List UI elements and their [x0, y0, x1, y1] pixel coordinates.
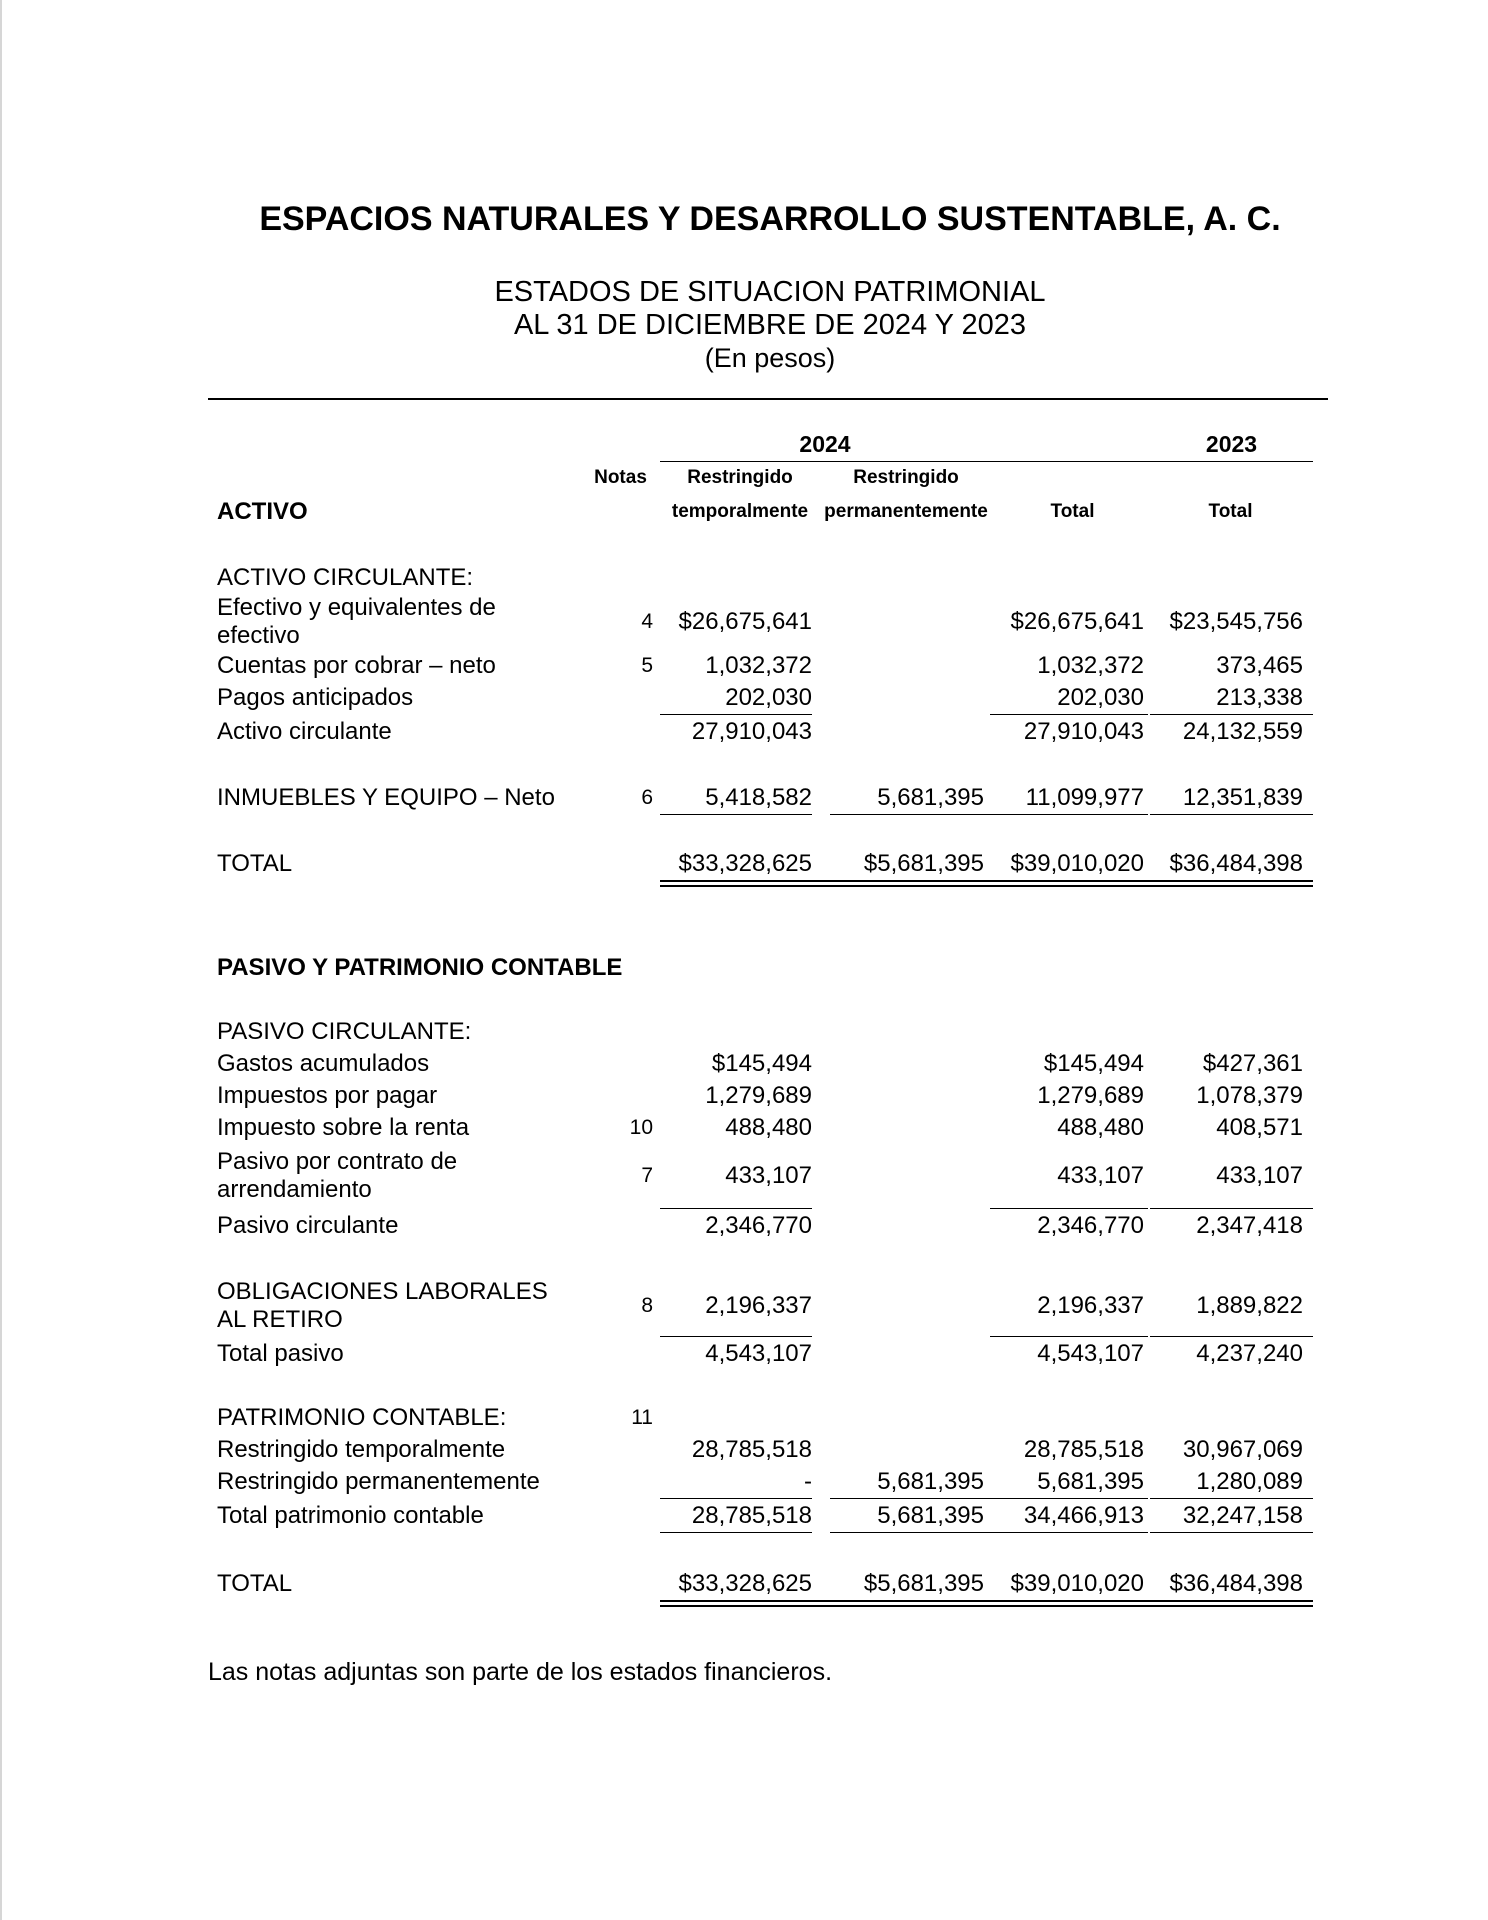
footnote: Las notas adjuntas son parte de los estados financieros.	[208, 1658, 833, 1686]
double-underline	[660, 1605, 1313, 1607]
total-activo-label: TOTAL	[217, 850, 293, 877]
year-header-rule	[660, 461, 1313, 462]
obligaciones-nota: 8	[641, 1294, 653, 1317]
activo-circulante-total-2023: 24,132,559	[1182, 718, 1303, 745]
restr-perm-total-2023: 1,280,089	[1196, 1468, 1303, 1495]
total-patrimonio-label: Total patrimonio contable	[217, 1502, 484, 1529]
activo-circulante-total: 27,910,043	[1023, 718, 1144, 745]
total-pasivo-patrimonio-label: TOTAL	[217, 1570, 293, 1597]
restr-temp-total-2023: 30,967,069	[1182, 1436, 1303, 1463]
efectivo-nota: 4	[641, 610, 653, 633]
double-underline	[660, 880, 1313, 882]
total-activo-total: $39,010,020	[1010, 850, 1144, 877]
pasivo-circulante-total-2023: 2,347,418	[1196, 1212, 1303, 1239]
inmuebles-perm: 5,681,395	[877, 784, 984, 811]
subtotal-rule	[830, 1498, 990, 1499]
total-pasivo-total: 4,543,107	[1037, 1340, 1144, 1367]
obligaciones-total-2023: 1,889,822	[1196, 1292, 1303, 1319]
subtotal-rule	[1150, 1336, 1313, 1337]
inmuebles-temp: 5,418,582	[705, 784, 812, 811]
obligaciones-label-2: AL RETIRO	[217, 1306, 343, 1333]
restr-perm-temp: -	[804, 1468, 812, 1495]
total-patrimonio-total-2023: 32,247,158	[1182, 1502, 1303, 1529]
activo-heading: ACTIVO	[217, 498, 308, 525]
subtotal-rule	[660, 714, 812, 715]
inmuebles-label: INMUEBLES Y EQUIPO – Neto	[217, 784, 555, 811]
subtotal-rule	[660, 1532, 812, 1533]
col-restr-perm-line2: permanentemente	[824, 501, 988, 522]
efectivo-temp: $26,675,641	[678, 608, 812, 635]
statement-units: (En pesos)	[704, 343, 836, 373]
total-pasivo-temp: 4,543,107	[705, 1340, 812, 1367]
subtotal-rule	[990, 714, 1148, 715]
total-pasivo-patrimonio-total: $39,010,020	[1010, 1570, 1144, 1597]
subtotal-rule	[1150, 814, 1313, 815]
restr-perm-total: 5,681,395	[1037, 1468, 1144, 1495]
arrendamiento-total: 433,107	[1057, 1162, 1144, 1189]
subtotal-rule	[990, 1336, 1148, 1337]
patrimonio-nota: 11	[631, 1406, 653, 1429]
restr-temp-temp: 28,785,518	[691, 1436, 812, 1463]
impuestos-label: Impuestos por pagar	[217, 1082, 438, 1109]
col-restr-temp-line2: temporalmente	[671, 501, 809, 522]
total-activo-perm: $5,681,395	[863, 850, 984, 877]
double-underline	[660, 1600, 1313, 1602]
impuestos-total: 1,279,689	[1037, 1082, 1144, 1109]
subtotal-rule	[990, 1498, 1148, 1499]
obligaciones-temp: 2,196,337	[705, 1292, 812, 1319]
double-underline	[660, 885, 1313, 887]
pagos-total-2023: 213,338	[1216, 684, 1303, 711]
impuestos-temp: 1,279,689	[705, 1082, 812, 1109]
inmuebles-total: 11,099,977	[1025, 784, 1144, 811]
impuestos-total-2023: 1,078,379	[1196, 1082, 1303, 1109]
arrendamiento-total-2023: 433,107	[1216, 1162, 1303, 1189]
total-pasivo-patrimonio-perm: $5,681,395	[863, 1570, 984, 1597]
efectivo-total-2023: $23,545,756	[1169, 608, 1303, 635]
total-patrimonio-perm: 5,681,395	[877, 1502, 984, 1529]
cuentas-temp: 1,032,372	[705, 652, 812, 679]
subtotal-rule	[1150, 714, 1313, 715]
subtotal-rule	[1150, 1208, 1313, 1209]
subtotal-rule	[660, 1498, 812, 1499]
arrendamiento-label-2: arrendamiento	[217, 1176, 372, 1203]
efectivo-total: $26,675,641	[1010, 608, 1144, 635]
subtotal-rule	[660, 1336, 812, 1337]
restr-temp-total: 28,785,518	[1023, 1436, 1144, 1463]
col-restr-temp-line1: Restringido	[687, 467, 793, 488]
subtotal-rule	[990, 1208, 1148, 1209]
activo-circulante-temp: 27,910,043	[691, 718, 812, 745]
gastos-total-2023: $427,361	[1202, 1050, 1303, 1077]
subtotal-rule	[830, 1532, 990, 1533]
cuentas-total: 1,032,372	[1037, 652, 1144, 679]
isr-total-2023: 408,571	[1216, 1114, 1303, 1141]
activo-circulante-label: Activo circulante	[217, 718, 392, 745]
pagos-label: Pagos anticipados	[217, 684, 414, 711]
col-notas: Notas	[594, 467, 647, 488]
total-patrimonio-temp: 28,785,518	[691, 1502, 812, 1529]
isr-temp: 488,480	[725, 1114, 812, 1141]
col-total-2024: Total	[1050, 501, 1095, 522]
obligaciones-label-1: OBLIGACIONES LABORALES	[217, 1278, 548, 1305]
arrendamiento-label-1: Pasivo por contrato de	[217, 1148, 458, 1175]
inmuebles-nota: 6	[641, 786, 653, 809]
subtotal-rule	[660, 814, 812, 815]
total-activo-temp: $33,328,625	[678, 850, 812, 877]
statement-title: ESTADOS DE SITUACION PATRIMONIAL	[494, 276, 1046, 308]
total-pasivo-label: Total pasivo	[217, 1340, 344, 1367]
subtotal-rule	[830, 814, 990, 815]
activo-circulante-heading: ACTIVO CIRCULANTE:	[217, 564, 474, 591]
total-pasivo-total-2023: 4,237,240	[1196, 1340, 1303, 1367]
pasivo-heading: PASIVO Y PATRIMONIO CONTABLE	[217, 954, 623, 981]
total-pasivo-patrimonio-temp: $33,328,625	[678, 1570, 812, 1597]
efectivo-label-2: efectivo	[217, 622, 300, 649]
restr-temp-label: Restringido temporalmente	[217, 1436, 506, 1463]
total-patrimonio-total: 34,466,913	[1023, 1502, 1144, 1529]
header-divider	[208, 398, 1328, 400]
total-pasivo-patrimonio-total-2023: $36,484,398	[1169, 1570, 1303, 1597]
subtotal-rule	[1150, 1498, 1313, 1499]
total-activo-total-2023: $36,484,398	[1169, 850, 1303, 877]
restr-perm-perm: 5,681,395	[877, 1468, 984, 1495]
subtotal-rule	[990, 814, 1148, 815]
pasivo-circulante-total: 2,346,770	[1037, 1212, 1144, 1239]
isr-total: 488,480	[1057, 1114, 1144, 1141]
year-2024-header: 2024	[799, 431, 851, 457]
isr-label: Impuesto sobre la renta	[217, 1114, 470, 1141]
restr-perm-label: Restringido permanentemente	[217, 1468, 540, 1495]
patrimonio-heading: PATRIMONIO CONTABLE:	[217, 1404, 507, 1431]
gastos-label: Gastos acumulados	[217, 1050, 430, 1077]
pasivo-circulante-label: Pasivo circulante	[217, 1212, 399, 1239]
pagos-temp: 202,030	[725, 684, 812, 711]
gastos-temp: $145,494	[711, 1050, 812, 1077]
cuentas-label: Cuentas por cobrar – neto	[217, 652, 496, 679]
obligaciones-total: 2,196,337	[1037, 1292, 1144, 1319]
subtotal-rule	[1150, 1532, 1313, 1533]
subtotal-rule	[660, 1208, 812, 1209]
inmuebles-total-2023: 12,351,839	[1182, 784, 1303, 811]
pasivo-circulante-temp: 2,346,770	[705, 1212, 812, 1239]
arrendamiento-temp: 433,107	[725, 1162, 812, 1189]
pagos-total: 202,030	[1057, 684, 1144, 711]
isr-nota: 10	[629, 1116, 653, 1139]
arrendamiento-nota: 7	[641, 1164, 653, 1187]
company-name: ESPACIOS NATURALES Y DESARROLLO SUSTENTABLE, A. C.	[259, 200, 1281, 238]
year-2023-header: 2023	[1205, 431, 1258, 457]
pasivo-circulante-heading: PASIVO CIRCULANTE:	[217, 1018, 472, 1045]
gastos-total: $145,494	[1043, 1050, 1144, 1077]
efectivo-label-1: Efectivo y equivalentes de	[217, 594, 496, 621]
cuentas-nota: 5	[641, 654, 653, 677]
statement-date: AL 31 DE DICIEMBRE DE 2024 Y 2023	[513, 309, 1027, 341]
cuentas-total-2023: 373,465	[1216, 652, 1303, 679]
col-total-2023: Total	[1208, 501, 1253, 522]
col-restr-perm-line1: Restringido	[853, 467, 959, 488]
subtotal-rule	[990, 1532, 1148, 1533]
